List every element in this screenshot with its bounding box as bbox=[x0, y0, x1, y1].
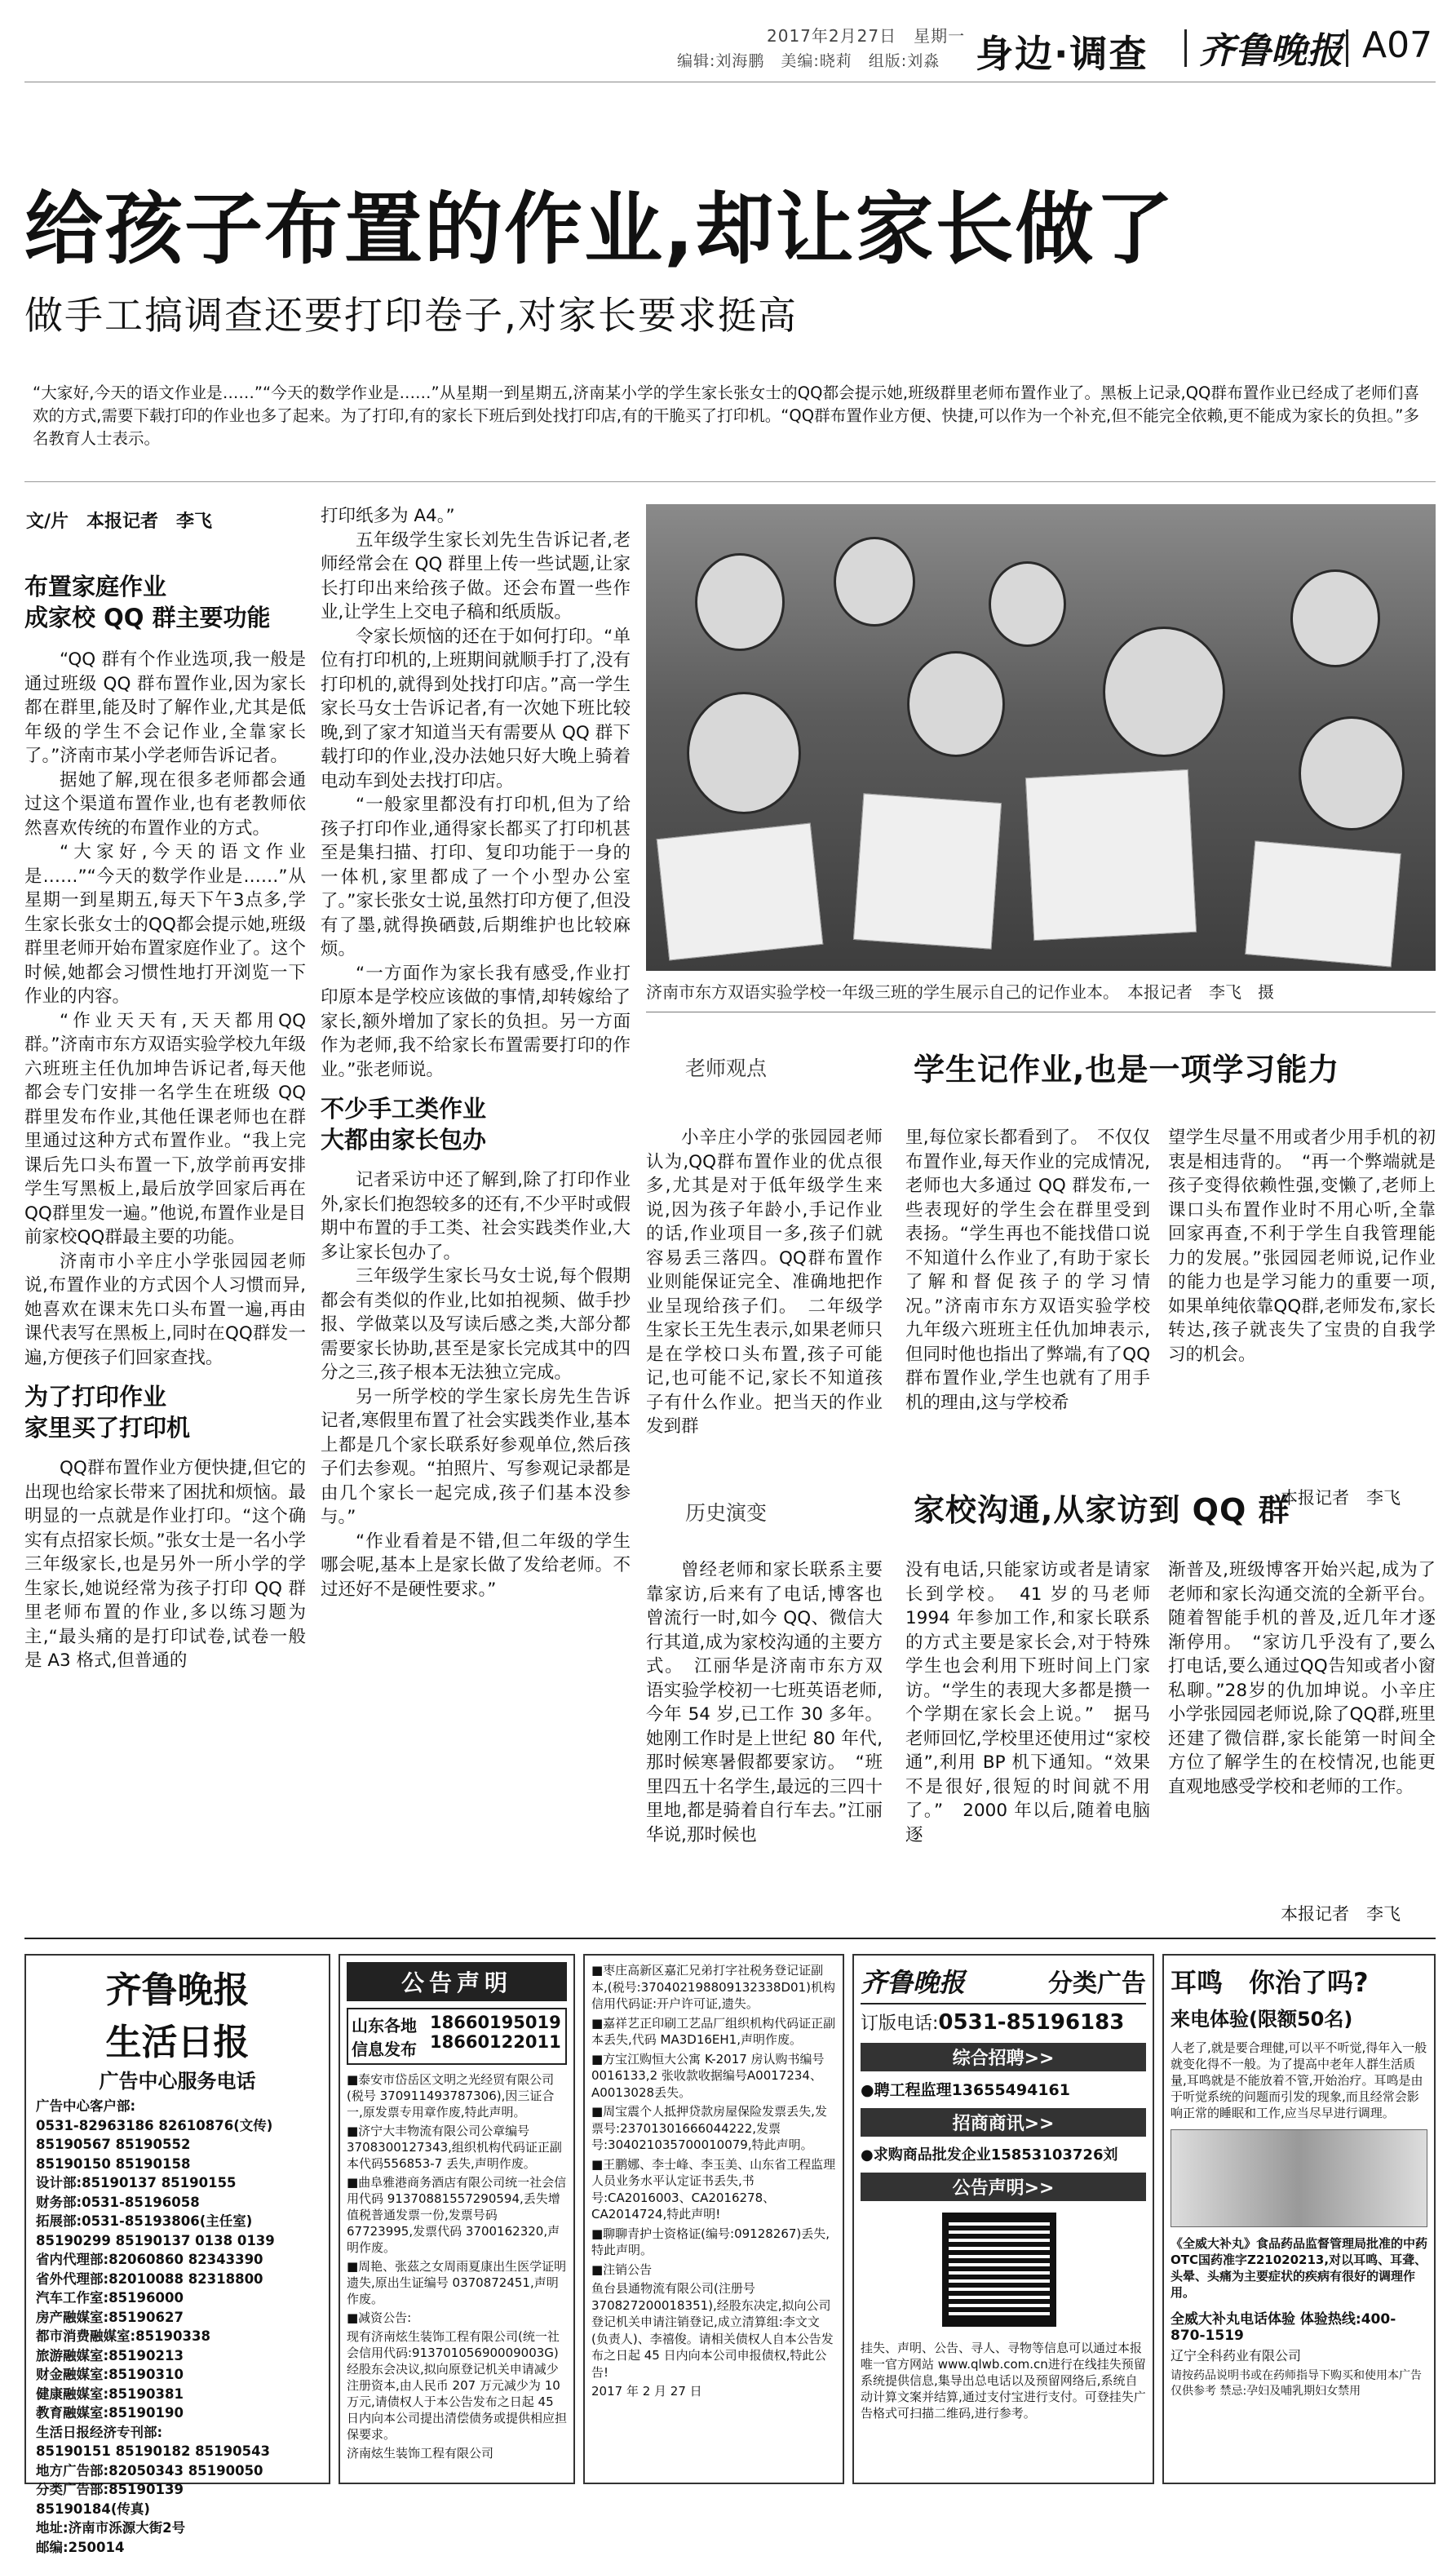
teacher-view-tag: 老师观点 bbox=[685, 1052, 767, 1082]
ad-title-1: 齐鲁晚报 bbox=[26, 1960, 329, 2013]
classified-footer: 挂失、声明、公告、寻人、寻物等信息可以通过本报唯一官方网站 www.qlwb.com.cn进行在线挂失预留系统提供信息,集导出总电话以及预留网络后,系统自动计算文案并结算,通过支付宝进行支付。可登挂失广告格式可扫描二维码,进行参考。 bbox=[861, 2340, 1146, 2421]
child-face bbox=[1299, 716, 1405, 831]
notice-item: ■周宝震个人抵押贷款房屋保险发票丢失,发票号:23701301666044222,发票号:304021035700010079,特此声明。 bbox=[591, 2103, 836, 2154]
child-face bbox=[687, 692, 801, 814]
notice-item: 现有济南炫生装饰工程有限公司(统一社会信用代码:91370105690009003G)经股东会决议,拟向原登记机关申请减少注册资本,由人民币 207 万元减少为 10 万元,请债权人于本公告发布之日起 45 日内向本公司提出清偿债务或提供相应担保要求。 bbox=[347, 2328, 567, 2443]
child-face bbox=[989, 561, 1066, 647]
col2-body-2: 记者采访中还了解到,除了打印作业外,家长们抱怨较多的还有,不少平时或假期中布置的手工类、社会实践类作业,大多让家长包办了。 三年级学生家长马女士说,每个假期都会有类似的作业,比如拍视频、做手抄报、学做菜以及写读后感之类,大部分都需要家长协助,甚至是家长完成其中的四分之三,孩子根本无法独立完成。 另一所学校的学生家长房先生告诉记者,寒假里布置了社会实践类作业,基本上都是几个家长联系好参观单位,然后孩子们去参观。“拍照片、写参观记录都是由几个家长一起完成,孩子们基本没参与。” “作业看着是不错,但二年级的学生哪会呢,基本上是家长做了发给老师。不过还好不是硬性要求。” bbox=[321, 1168, 631, 1601]
phone-line: 85190151 85190182 85190543 bbox=[36, 2443, 319, 2461]
classified-job-item: ●聘工程监理13655494161 bbox=[861, 2078, 1146, 2100]
phone-line: 85190299 85190137 0138 0139 bbox=[36, 2233, 319, 2250]
teacher-view-col-1: 小辛庄小学的张园园老师认为,QQ群布置作业的优点很多,尤其是对于低年级学生来说,因为孩子年龄小,手记作业的话,作业项目一多,孩子们就容易丢三落四。QQ群布置作业则能保证完全、准确地把作业呈现给孩子们。 二年级学生家长王先生表示,如果老师只是在学校口头布置,孩子可能记,也可能不记,家长不知道孩子有什么作业。把当天的作业发到群 bbox=[646, 1126, 883, 1509]
col2-body: 打印纸多为 A4。” 五年级学生家长刘先生告诉记者,老师经常会在 QQ 群里上传一些试题,让家长打印出来给孩子做。还会布置一些作业,让学生上交电子稿和纸质版。 令家长烦恼的还在于如何打印。“单位有打印机的,上班期间就顺手打了,没有打印机的,就得到处找打印店。”高一学生家长马女士告诉记者,有一次她下班比较晚,到了家才知道当天有需要从 QQ 群下载打印的作业,没办法她只好大晚上骑着电动车到处去找打印店。 “一般家里都没有打印机,但为了给孩子打印作业,通得家长都买了打印机甚至是集扫描、打印、复印功能于一身的一体机,家里都成了一个小型办公室了。”家长张女士说,虽然打印方便了,但没有了墨,就得换硒鼓,后期维护也比较麻烦。 “一方面作为家长我有感受,作业打印原本是学校应该做的事情,却转嫁给了家长,额外增加了家长的负担。另一方面作为老师,我不给家长布置需要打印的作业。”张老师说。 bbox=[321, 504, 631, 1082]
phone-line: 设计部:85190137 85190155 bbox=[36, 2175, 319, 2192]
ad-classified bbox=[852, 1954, 1154, 2484]
teacher-view-col-3: 望学生尽量不用或者少用手机的初衷是相违背的。 “再一个弊端就是孩子变得依赖性强,变懒了,老师上课口头布置作业时不用心听,全靠回家再查,不利于学生自我管理能力的发展。”张园园老师说,记作业的能力也是学习能力的重要一项,如果单纯依靠QQ群,老师发布,家长转达,孩子就丧失了宝贵的自我学习的机会。 bbox=[1168, 1126, 1436, 1477]
phone-line: 广告中心客户部: bbox=[36, 2098, 319, 2115]
ad-tinnitus bbox=[1162, 1954, 1436, 2484]
headline: 给孩子布置的作业,却让家长做了 bbox=[24, 167, 1175, 279]
notice-item: ■王鹏娜、李士峰、李玉美、山东省工程监理人员业务水平认定证书丢失,书号:CA2016003、CA2016278、CA2014724,特此声明! bbox=[591, 2156, 836, 2223]
phone-line: 85190150 85190158 bbox=[36, 2156, 319, 2173]
phone-line: 教育融媒室:85190190 bbox=[36, 2405, 319, 2422]
masthead-divider bbox=[1184, 29, 1187, 67]
phone-line: 都市消费融媒室:85190338 bbox=[36, 2328, 319, 2346]
teacher-view-byline: 本报记者 李飞 bbox=[1281, 1485, 1401, 1509]
notice-item: ■济宁大丰物流有限公司公章编号3708300127343,组织机构代码证正副本代码556853-7 丢失,声明作废。 bbox=[347, 2123, 567, 2172]
notice-item: ■泰安市岱岳区文明之光经贸有限公司(税号 370911493787306),因三证合一,原发票专用章作废,特此声明。 bbox=[347, 2071, 567, 2120]
subheadline: 做手工搞调查还要打印卷子,对家长要求挺高 bbox=[24, 286, 798, 340]
phone-line: 地址:济南市泺源大街2号 bbox=[36, 2520, 319, 2537]
classified-paper-logo: 齐鲁晚报 bbox=[861, 1962, 965, 2000]
classified-phone: 0531-85196183 bbox=[938, 2010, 1124, 2035]
notice-item: ■周艳、张茲之女周雨夏康出生医学证明遗失,原出生证编号 0370872451,声明作废。 bbox=[347, 2258, 567, 2307]
byline: 文/片 本报记者 李飞 bbox=[26, 507, 212, 533]
classified-cat-notice: 公告声明>> bbox=[861, 2173, 1146, 2201]
phone-line: 省内代理部:82060860 82343390 bbox=[36, 2252, 319, 2269]
phone-line: 生活日报经济专刊部: bbox=[36, 2425, 319, 2442]
notice-item: 鱼台县通物流有限公司(注册号370827200018351),经股东决定,拟向公司登记机关申请注销登记,成立清算组:李文文(负责人)、李禧俊。请相关债权人自本公告发布之日起 45 日内向本公司申报债权,特此公告! bbox=[591, 2280, 836, 2381]
phone-line: 85190567 85190552 bbox=[36, 2137, 319, 2154]
notice-phone-1: 18660195019 bbox=[430, 2013, 561, 2032]
homework-notebook bbox=[657, 822, 824, 960]
phone-line: 健康融媒室:85190381 bbox=[36, 2386, 319, 2403]
section-title: 身边·调查 bbox=[976, 24, 1148, 78]
notice-item: 2017 年 2 月 27 日 bbox=[591, 2383, 836, 2400]
ad-subtitle: 广告中心服务电话 bbox=[26, 2065, 329, 2093]
subhead-printer: 为了打印作业 家里买了打印机 bbox=[24, 1381, 306, 1443]
ear-image bbox=[1171, 2129, 1427, 2227]
tinnitus-company: 辽宁全科药业有限公司 bbox=[1171, 2347, 1427, 2365]
notice-list-2 bbox=[591, 1962, 836, 2400]
photo-caption: 济南市东方双语实验学校一年级三班的学生展示自己的记作业本。 本报记者 李飞 摄 bbox=[646, 979, 1274, 1003]
classified-cat-biz: 招商商讯>> bbox=[861, 2108, 1146, 2137]
phone-line: 汽车工作室:85196000 bbox=[36, 2290, 319, 2307]
history-col-1: 曾经老师和家长联系主要靠家访,后来有了电话,博客也曾流行一时,如今 QQ、微信大行其道,成为家校沟通的主要方式。 江丽华是济南市东方双语实验学校初一七班英语老师,今年 54 岁,已工作 30 多年。她刚工作时是上世纪 80 年代,那时候寒暑假都要家访。 “班里四五十名学生,最远的三四十里地,都是骑着自行车去。”江丽华说,那时候也 bbox=[646, 1558, 883, 1917]
child-face bbox=[834, 537, 915, 627]
notice-phone-2: 18660122011 bbox=[430, 2032, 561, 2052]
lede-paragraph: “大家好,今天的语文作业是……”“今天的数学作业是……”从星期一到星期五,济南某小学的学生家长张女士的QQ都会提示她,班级群里老师布置作业了。黑板上记录,QQ群布置作业已经成了老师们喜欢的方式,需要下载打印的作业也多了起来。为了打印,有的家长下班后到处找打印店,有的干脆买了打印机。“QQ群布置作业方便、快捷,可以作为一个补充,但不能完全依赖,更不能成为家长的负担。”多名教育人士表示。 bbox=[33, 382, 1419, 450]
editors-line: 编辑:刘海鹏 美编:晓莉 组版:刘淼 bbox=[677, 49, 940, 71]
tinnitus-product: 《全威大补丸》食品药品监督管理局批准的中药OTC国药准字Z21020213,对以耳鸣、耳聋、头晕、头痛为主要症状的疾病有很好的调理作用。 bbox=[1171, 2235, 1427, 2301]
phone-line: 邮编:250014 bbox=[36, 2540, 319, 2556]
ads-rule bbox=[24, 1938, 1436, 1939]
phone-line: 拓展部:0531-85193806(主任室) bbox=[36, 2213, 319, 2230]
qr-code-icon bbox=[942, 2213, 1056, 2327]
child-face bbox=[907, 651, 1005, 757]
child-face bbox=[1103, 627, 1225, 757]
notice-item: ■方宝江购恒大公寓 K-2017 房认购书编号 0016133,2 张收款收据编号A0017234、A0013028丢失。 bbox=[591, 2051, 836, 2102]
notice-banner: 公告声明 bbox=[347, 1962, 567, 2001]
history-tag: 历史演变 bbox=[685, 1497, 767, 1526]
ad-phone-list bbox=[26, 2098, 329, 2556]
column-2 bbox=[321, 504, 631, 1601]
teacher-view-title: 学生记作业,也是一项学习能力 bbox=[914, 1044, 1339, 1089]
child-face bbox=[695, 553, 785, 651]
notice-region: 山东各地 信息发布 bbox=[352, 2013, 430, 2060]
tinnitus-title: 耳鸣 你治了吗? bbox=[1171, 1962, 1427, 2000]
ad-title-2: 生活日报 bbox=[26, 2013, 329, 2065]
ad-notices bbox=[339, 1954, 575, 2484]
phone-line: 0531-82963186 82610876(文传) bbox=[36, 2118, 319, 2135]
classified-phone-label: 订版电话: bbox=[861, 2013, 938, 2034]
paper-logo: 齐鲁晚报 bbox=[1199, 21, 1343, 73]
phone-line: 分类广告部:85190139 bbox=[36, 2482, 319, 2499]
ad-service-directory bbox=[24, 1954, 330, 2484]
lede-rule bbox=[24, 481, 1436, 482]
ad-notices-2 bbox=[583, 1954, 844, 2484]
classified-title: 分类广告 bbox=[1048, 1963, 1146, 1999]
phone-line: 地方广告部:82050343 85190050 bbox=[36, 2463, 319, 2480]
history-title: 家校沟通,从家访到 QQ 群 bbox=[914, 1485, 1290, 1530]
issue-date: 2017年2月27日 星期一 bbox=[767, 23, 965, 47]
phone-line: 85190184(传真) bbox=[36, 2501, 319, 2518]
phone-line: 财务部:0531-85196058 bbox=[36, 2195, 319, 2212]
tinnitus-subtitle: 来电体验(限额50名) bbox=[1171, 2003, 1427, 2031]
homework-notebook bbox=[1245, 840, 1401, 967]
phone-line: 旅游融媒室:85190213 bbox=[36, 2348, 319, 2365]
history-byline: 本报记者 李飞 bbox=[1281, 1901, 1401, 1925]
phone-line: 房产融媒室:85190627 bbox=[36, 2310, 319, 2327]
history-col-3: 渐普及,班级博客开始兴起,成为了老师和家长沟通交流的全新平台。随着智能手机的普及,近几年才逐渐停用。 “家访几乎没有了,要么打电话,要么通过QQ告知或者小窗私聊。”28岁的仇加坤说。小辛庄小学张园园老师说,除了QQ群,班里还建了微信群,家长能第一时间全方位了解学生的在校情况,也能更直观地感受学校和老师的工作。 bbox=[1168, 1558, 1436, 1893]
history-col-2: 没有电话,只能家访或者是请家长到学校。 41 岁的马老师 1994 年参加工作,和家长联系的方式主要是家长会,对于特殊学生也会利用下班时间上门家访。“学生的表现大多都是攒一个学期在家长会上说。” 据马老师回忆,学校里还使用过“家校通”,利用 BP 机下通知。“效果不是很好,很短的时间就不用了。” 2000 年以后,随着电脑逐 bbox=[905, 1558, 1150, 1917]
tinnitus-body: 人老了,就是要合理健,可以平不听觉,得年入一般就变化得不一般。为了提高中老年人群生活质量,耳鸣就是不能放着不管,开始治疗。耳鸣是由于听觉系统的问题而引发的现象,而且经常会影响正常的睡眠和工作,应当尽早进行调理。 bbox=[1171, 2040, 1427, 2121]
notice-item: ■枣庄高新区嘉汇兄弟打字社税务登记证副本,(税号:370402198809132338D01)机构信用代码证:开户许可证,遗失。 bbox=[591, 1962, 836, 2013]
masthead-divider-2 bbox=[1346, 29, 1348, 67]
page-number: A07 bbox=[1362, 24, 1432, 66]
child-face bbox=[1290, 569, 1380, 667]
col1-body-2: QQ群布置作业方便快捷,但它的出现也给家长带来了困扰和烦恼。最明显的一点就是作业打印。“这个确实有点招家长烦。”张女士是一名小学三年级家长,也是另外一所小学的学生家长,她说经常为孩子打印 QQ 群里老师布置的作业,多以练习题为主,“最头痛的是打印试卷,试卷一般是 A3 格式,但普通的 bbox=[24, 1456, 306, 1673]
tinnitus-hotline: 全威大补丸电话体验 体验热线:400-870-1519 bbox=[1171, 2307, 1427, 2344]
homework-notebook bbox=[853, 793, 1002, 949]
phone-line: 财金融媒室:85190310 bbox=[36, 2367, 319, 2384]
notice-item: ■嘉祥艺正印刷工艺品厂组织机构代码证正副本丢失,代码 MA3D16EH1,声明作废。 bbox=[591, 2015, 836, 2049]
column-1 bbox=[24, 571, 306, 1673]
subhead-assign: 布置家庭作业 成家校 QQ 群主要功能 bbox=[24, 571, 306, 633]
notice-list bbox=[347, 2071, 567, 2461]
phone-line: 省外代理部:82010088 82318800 bbox=[36, 2271, 319, 2288]
classified-cat-jobs: 综合招聘>> bbox=[861, 2043, 1146, 2071]
notice-item: ■聊聊青护士资格证(编号:09128267)丢失,特此声明。 bbox=[591, 2226, 836, 2259]
notice-item: ■减资公告: bbox=[347, 2310, 567, 2326]
notice-item: ■曲阜雅港商务酒店有限公司统一社会信用代码 91370881557290594,丢失增值税普通发票一份,发票号码 67723995,发票代码 3700162320,声明作废。 bbox=[347, 2174, 567, 2256]
classified-biz-item: ●求购商品批发企业15853103726刘 bbox=[861, 2143, 1146, 2164]
notice-item: ■注销公告 bbox=[591, 2261, 836, 2279]
col1-body: “QQ 群有个作业选项,我一般是通过班级 QQ 群布置作业,因为家长都在群里,能及时了解作业,尤其是低年级的学生不会记作业,全靠家长了。”济南市某小学老师告诉记者。 据她了解,现在很多老师都会通过这个渠道布置作业,也有老教师依然喜欢传统的布置作业的方式。 “大家好,今天的语文作业是……”“今天的数学作业是……”从星期一到星期五,每天下午3点多,学生家长张女士的QQ都会提示她,班级群里老师开始布置家庭作业了。这个时候,她都会习惯性地打开浏览一下作业的内容。 “作业天天有,天天都用QQ群。”济南市东方双语实验学校九年级六班班主任仇加坤告诉记者,每天他都会专门安排一名学生在班级 QQ 群里发布作业,其他任课老师也在群里通过这种方式布置作业。“我上完课后先口头布置一下,放学前再安排学生写黑板上,最后放学回家后再在QQ群里发一遍。”他说,布置作业是目前家校QQ群最主要的功能。 济南市小辛庄小学张园园老师说,布置作业的方式因个人习惯而异,她喜欢在课末先口头布置一遍,再由课代表写在黑板上,同时在QQ群发一遍,方便孩子们回家查找。 bbox=[24, 648, 306, 1370]
notice-item: 济南炫生装饰工程有限公司 bbox=[347, 2445, 567, 2461]
homework-notebook bbox=[1025, 769, 1197, 941]
subhead-handicraft: 不少手工类作业 大都由家长包办 bbox=[321, 1093, 631, 1155]
tinnitus-note: 请按药品说明书或在药师指导下购买和使用本广告仅供参考 禁忌:孕妇及哺乳期妇女禁用 bbox=[1171, 2368, 1427, 2399]
teacher-view-col-2: 里,每位家长都看到了。 不仅仅布置作业,每天作业的完成情况,老师也大多通过 QQ 群发布,一些表现好的学生会在群里受到表扬。“学生再也不能找借口说不知道什么作业了,有助于家长了解和督促孩子的学习情况。”济南市东方双语实验学校九年级六班班主任仇加坤表示,但同时他也指出了弊端,有了QQ 群布置作业,学生也就有了用手机的理由,这与学校希 bbox=[905, 1126, 1150, 1509]
students-photo bbox=[646, 504, 1436, 971]
